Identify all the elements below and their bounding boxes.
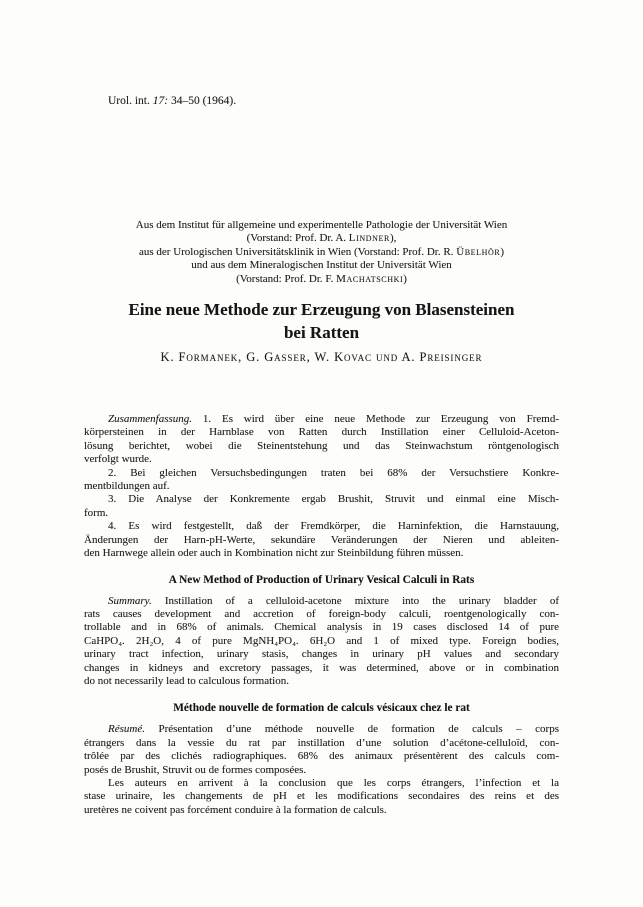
abstract-german [84, 413, 559, 560]
text-line: trôlée par des clichés radiographiques. 68% des animaux présentèrent des calculs com- [84, 750, 559, 763]
abstract-lead-word: Zusammenfassung. [108, 413, 193, 426]
journal-name: Urol. int. [108, 95, 153, 107]
text-line: stase urinaire, les changements de pH et les modifications secondaires des reins et des [84, 790, 559, 803]
text-line: 3. Die Analyse der Konkremente ergab Brushit, Struvit und einmal eine Misch- [108, 493, 559, 506]
text-line: mentbildungen auf. [84, 480, 170, 493]
abstract-lead-word: Summary. [108, 594, 152, 607]
text-line: posés de Brushit, Struvit ou de formes composées. [84, 763, 307, 776]
affiliation-line [84, 259, 559, 272]
page-content [84, 0, 559, 817]
institute-text: aus der Urologischen Universitätsklinik in Wien (Vorstand: Prof. Dr. R. [138, 245, 457, 258]
abstract-english [84, 595, 559, 689]
text-line: körpersteinen in der Harnblase von Ratten durch Instillation einer Celluloid-Aceton- [84, 426, 559, 439]
text-line: rats causes development and accretion of foreign-body calculi, roentgenologically con- [84, 607, 559, 620]
text-line: urinary tract infection, urinary stasis, changes in urinary pH values and secondary [84, 648, 559, 661]
abstract-french [84, 723, 559, 817]
professor-name: Machatschki [336, 272, 404, 285]
professor-name: Übelhör [456, 245, 501, 258]
text-line: Änderungen der Harn-pH-Werte, sekundäre Veränderungen der Nieren und ableiten- [84, 533, 559, 546]
affiliation-line [84, 232, 559, 245]
vorstand-text: ) [403, 272, 407, 285]
paper-title-line-2: bei Ratten [283, 322, 360, 342]
abstract-lead-word: Résumé. [108, 723, 145, 736]
institute-text: Aus dem Institut für allgemeine und experimentelle Pathologie der Universität Wien [135, 219, 508, 231]
journal-pages-year: 34–50 (1964). [168, 95, 237, 107]
section-heading-english: A New Method of Production of Urinary Vesical Calculi in Rats [168, 573, 475, 586]
text-line: do not necessarily lead to calculous formation. [84, 674, 289, 687]
text-line: Les auteurs en arrivent à la conclusion que les corps étrangers, l’infection et la [108, 776, 559, 789]
vorstand-text: (Vorstand: Prof. Dr. A. [246, 232, 349, 245]
paper-title-line-1: Eine neue Methode zur Erzeugung von Blasensteinen [128, 300, 515, 320]
journal-volume: 17: [152, 95, 169, 107]
affiliation-line [84, 219, 559, 232]
text-line: verfolgt wurde. [84, 453, 152, 466]
vorstand-text: ), [389, 232, 397, 245]
text-line: lösung berichtet, wobei die Steinentstehung und das Steinwachstum röntgenologisch [84, 439, 559, 452]
institute-text: ) [500, 245, 505, 258]
affiliation-line [84, 273, 559, 286]
text-line: Résumé. Présentation d’une méthode nouvelle de formation de calculs – corps [108, 723, 559, 736]
text-line: 4. Es wird festgestellt, daß der Fremdkörper, die Harninfektion, die Harnstauung, [108, 520, 559, 533]
authors-line: K. Formanek, G. Gasser, W. Kovac und A. Preisinger [160, 350, 483, 365]
text-line: form. [84, 506, 109, 519]
text-line: Zusammenfassung. 1. Es wird über eine neue Methode zur Erzeugung von Fremd- [108, 413, 559, 426]
paper-title [84, 299, 559, 344]
affiliation-block [84, 219, 559, 286]
section-heading-french: Méthode nouvelle de formation de calculs vésicaux chez le rat [173, 702, 470, 715]
text-line: changes in kidneys and excretory passages, it was determined, above or in combination [84, 661, 559, 674]
journal-citation [84, 94, 559, 108]
text-line: trollable and in 68% of animals. Chemical analysis in 19 cases disclosed 14 of pure [84, 621, 559, 634]
professor-name: Lindner [348, 232, 390, 245]
text-line: Summary. Instillation of a celluloid-acetone mixture into the urinary bladder of [108, 594, 559, 607]
vorstand-text: (Vorstand: Prof. Dr. F. [236, 272, 337, 285]
text-line: étrangers dans la vessie du rat par instillation d’une solution d’acétone-celluloïd, con- [84, 736, 559, 749]
affiliation-line [84, 246, 559, 259]
text-line: uretères ne coivent pas forcément conduire à la formation de calculs. [84, 803, 387, 816]
institute-text: und aus dem Mineralogischen Institut der Universität Wien [191, 259, 452, 272]
text-line: 2. Bei gleichen Versuchsbedingungen traten bei 68% der Versuchstiere Konkre- [108, 466, 559, 479]
text-line: den Harnwege allein oder auch in Kombination nicht zur Steinbildung führen müssen. [84, 547, 464, 560]
text-line: CaHPO₄. 2H₂O, 4 of pure MgNH₄PO₄. 6H₂O and 1 of mixed type. Foreign bodies, [84, 634, 559, 647]
